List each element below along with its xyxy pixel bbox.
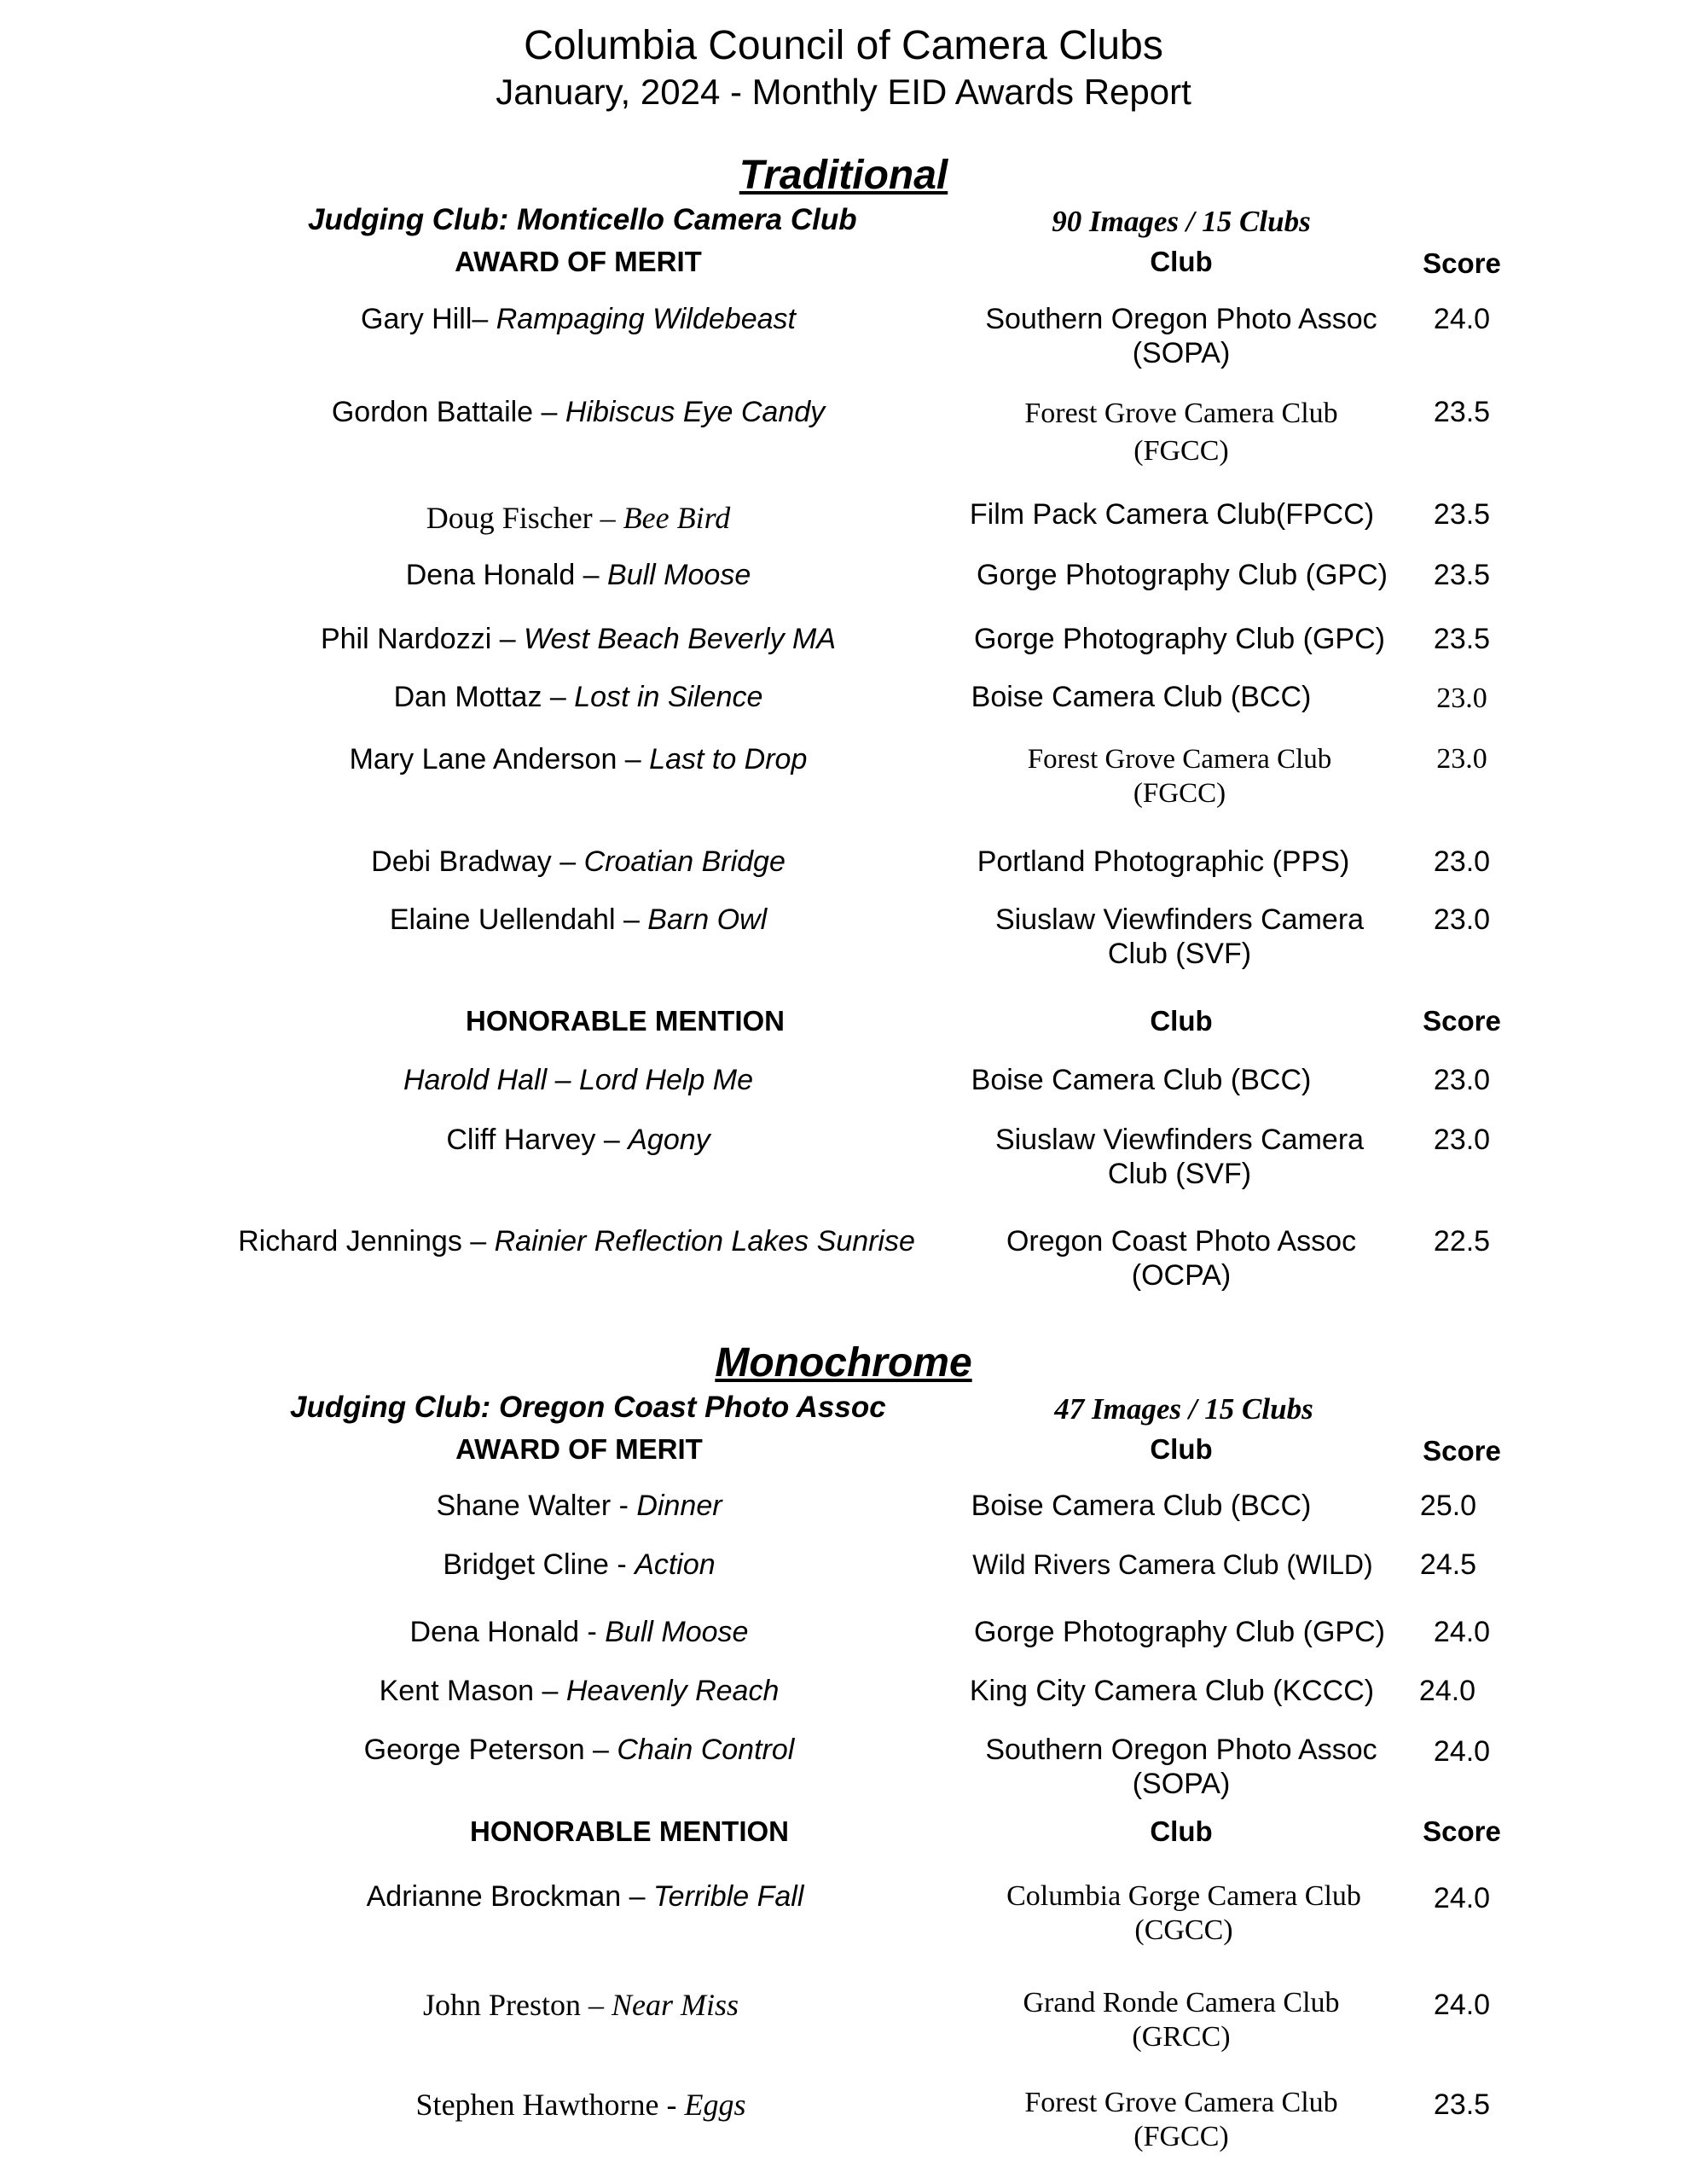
section-title-monochrome: Monochrome [715, 1340, 972, 1385]
score-column-header: Score [1423, 1815, 1501, 1847]
entry-score: 23.5 [1433, 498, 1491, 531]
entry-club: Gorge Photography Club (GPC) [977, 559, 1388, 591]
entry-score: 24.0 [1433, 1989, 1491, 2021]
entry-club: Boise Camera Club (BCC) [971, 1490, 1312, 1522]
club-column-header: Club [1150, 1815, 1213, 1847]
score-column-header: Score [1423, 1435, 1501, 1467]
entry-name: Mary Lane Anderson – Last to Drop [349, 743, 808, 775]
entry-club: Siuslaw Viewfinders Camera Club (SVF) [994, 1124, 1365, 1190]
entry-score: 24.0 [1433, 1616, 1491, 1648]
entry-name: Richard Jennings – Rainier Reflection Lakes Sunrise [238, 1225, 915, 1258]
entry-score: 23.0 [1433, 1064, 1491, 1096]
entry-name: Adrianne Brockman – Terrible Fall [366, 1880, 804, 1913]
entry-score: 24.0 [1433, 1882, 1491, 1914]
entry-score: 23.5 [1433, 623, 1491, 655]
entry-score: 23.5 [1433, 2088, 1491, 2121]
entry-name: Dena Honald – Bull Moose [405, 559, 751, 591]
entry-club: King City Camera Club (KCCC) [969, 1675, 1375, 1707]
section-title-traditional: Traditional [739, 153, 948, 198]
entry-club: Forest Grove Camera Club (FGCC) [1027, 744, 1332, 809]
entry-name: Dena Honald - Bull Moose [409, 1616, 749, 1648]
entry-club: Gorge Photography Club (GPC) [974, 623, 1385, 655]
honorable-mention-header: HONORABLE MENTION [466, 1005, 785, 1037]
entry-score: 23.0 [1433, 1124, 1491, 1156]
entry-club: Wild Rivers Camera Club (WILD) [972, 1549, 1373, 1580]
score-column-header: Score [1423, 247, 1501, 279]
entry-score: 23.5 [1433, 396, 1491, 428]
entry-club: Siuslaw Viewfinders Camera Club (SVF) [994, 903, 1365, 970]
entry-score: 23.0 [1436, 682, 1487, 714]
images-count-traditional: 90 Images / 15 Clubs [1052, 205, 1311, 238]
entry-score: 23.0 [1436, 743, 1487, 775]
award-of-merit-header: AWARD OF MERIT [455, 1433, 703, 1465]
entry-name: Shane Walter - Dinner [436, 1490, 722, 1522]
entry-score: 22.5 [1433, 1225, 1491, 1258]
entry-name: Elaine Uellendahl – Barn Owl [389, 903, 768, 936]
entry-score: 24.0 [1433, 303, 1491, 335]
entry-club: Columbia Gorge Camera Club (CGCC) [1006, 1880, 1361, 1946]
entry-score: 24.5 [1419, 1548, 1477, 1581]
entry-name: Gary Hill– Rampaging Wildebeast [361, 303, 796, 335]
club-column-header: Club [1150, 1005, 1213, 1037]
judging-club-traditional: Judging Club: Monticello Camera Club [308, 203, 857, 236]
report-subtitle: January, 2024 - Monthly EID Awards Report [496, 72, 1191, 112]
images-count-monochrome: 47 Images / 15 Clubs [1054, 1392, 1313, 1426]
entry-score: 23.5 [1433, 559, 1491, 591]
entry-club: Southern Oregon Photo Assoc (SOPA) [985, 303, 1377, 369]
entry-score: 24.0 [1433, 1735, 1491, 1768]
entry-club: Boise Camera Club (BCC) [971, 1064, 1312, 1096]
entry-club: Portland Photographic (PPS) [977, 845, 1350, 878]
entry-name: Harold Hall – Lord Help Me [403, 1064, 754, 1096]
entry-name: Phil Nardozzi – West Beach Beverly MA [320, 623, 837, 655]
entry-club: Film Pack Camera Club(FPCC) [969, 498, 1375, 531]
entry-club: Boise Camera Club (BCC) [971, 681, 1312, 713]
report-title: Columbia Council of Camera Clubs [524, 23, 1163, 68]
entry-club: Forest Grove Camera Club (FGCC) [1024, 2087, 1338, 2152]
award-of-merit-header: AWARD OF MERIT [455, 246, 702, 277]
entry-name: Bridget Cline - Action [443, 1548, 716, 1581]
entry-club: Forest Grove Camera Club (FGCC) [1024, 398, 1338, 467]
entry-score: 23.0 [1433, 903, 1491, 936]
club-column-header: Club [1150, 246, 1213, 277]
entry-name: Gordon Battaile – Hibiscus Eye Candy [331, 396, 826, 428]
entry-name: George Peterson – Chain Control [363, 1734, 795, 1766]
entry-name: Doug Fischer – Bee Bird [426, 501, 731, 535]
entry-name: Cliff Harvey – Agony [446, 1124, 710, 1156]
club-column-header: Club [1150, 1433, 1213, 1465]
judging-club-monochrome: Judging Club: Oregon Coast Photo Assoc [290, 1391, 886, 1424]
entry-club: Oregon Coast Photo Assoc (OCPA) [1006, 1225, 1357, 1292]
entry-score: 24.0 [1418, 1675, 1476, 1707]
entry-score: 25.0 [1419, 1490, 1477, 1522]
score-column-header: Score [1423, 1005, 1501, 1037]
entry-name: Dan Mottaz – Lost in Silence [393, 681, 763, 713]
entry-name: Debi Bradway – Croatian Bridge [371, 845, 786, 878]
entry-name: Kent Mason – Heavenly Reach [379, 1675, 780, 1707]
honorable-mention-header: HONORABLE MENTION [470, 1815, 789, 1847]
entry-name: John Preston – Near Miss [422, 1988, 739, 2022]
entry-name: Stephen Hawthorne - Eggs [415, 2088, 746, 2122]
entry-club: Gorge Photography Club (GPC) [974, 1616, 1385, 1648]
entry-club: Grand Ronde Camera Club (GRCC) [1023, 1987, 1340, 2053]
entry-score: 23.0 [1433, 845, 1491, 878]
entry-club: Southern Oregon Photo Assoc (SOPA) [985, 1734, 1377, 1800]
